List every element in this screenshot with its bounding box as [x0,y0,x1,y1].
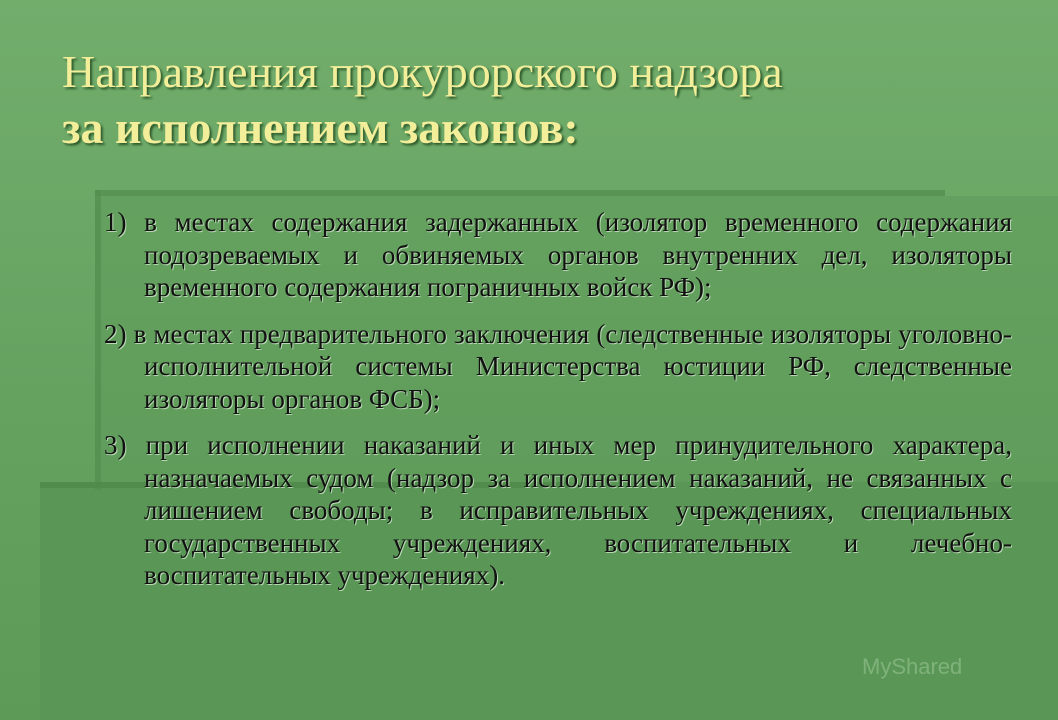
decor-bar-top [95,190,945,196]
slide-title [62,44,1022,156]
item-list [104,206,1012,606]
list-item: 1) в местах содержания задержанных (изолятор временного содержания подозреваемых и обвиняемых органов внутренних дел, изоляторы временного содержания пограничных войск РФ); [104,207,1012,302]
title-line-1: Направления прокурорского надзора [62,46,783,97]
title-line-2: за исполнением законов: [62,102,579,153]
list-item: 2) в местах предварительного заключения (следственные изоляторы уголовно-исполнительной системы Министерства юстиции РФ, следственные изоляторы органов ФСБ); [104,318,1012,414]
watermark-logo: MyShared [862,654,963,679]
list-item: 3) при исполнении наказаний и иных мер принудительного характера, назначаемых судом (надзор за исполнением наказаний, не связанных с лишением свободы; в исправительных учреждениях, специальных государственных учреждениях, воспитательных и лечебно-воспитательных учреждениях). [104,430,1012,590]
decor-bar-left [95,190,101,490]
